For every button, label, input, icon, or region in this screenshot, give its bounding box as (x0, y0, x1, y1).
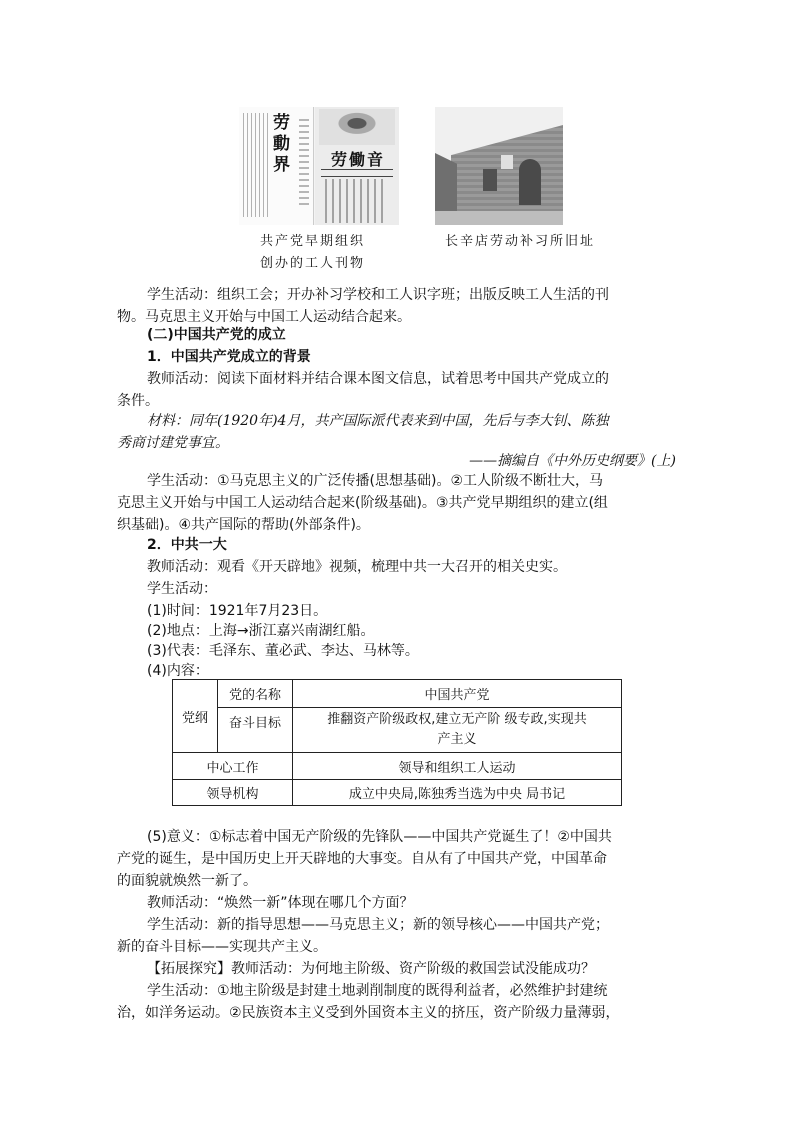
text-line: 【拓展探究】教师活动：为何地主阶级、资产阶级的救国尝试没能成功？ (147, 961, 595, 977)
newspaper-masthead-2: 劳働音 (330, 150, 385, 169)
text-line: 教师活动：观看《开天辟地》视频，梳理中共一大召开的相关史实。 (147, 559, 567, 575)
newspaper-laodongyin (315, 107, 399, 225)
party-program-table (172, 679, 622, 806)
text-line: 教师活动：“焕然一新”体现在哪几个方面？ (147, 895, 414, 911)
text-line: 学生活动： (147, 581, 217, 597)
table-cell-label: 奋斗目标 (218, 708, 293, 753)
workers-newspaper-image (239, 107, 399, 225)
table-row (173, 680, 622, 708)
subsection-heading: 1．中国共产党成立的背景 (147, 349, 311, 365)
table-group-label: 党纲 (173, 680, 218, 753)
text-line: 教师活动：阅读下面材料并结合课本图文信息，试着思考中国共产党成立的 (147, 371, 609, 387)
changxindian-building-image (435, 107, 563, 225)
newspaper-laodongjie (239, 107, 314, 225)
list-item: (4)内容： (147, 663, 209, 679)
caption-right: 长辛店劳动补习所旧址 (445, 234, 596, 249)
table-cell-value: 成立中央局,陈独秀当选为中央 局书记 (293, 780, 622, 806)
material-line: 材料：同年(1920年)4月，共产国际派代表来到中国，先后与李大钊、陈独 (147, 413, 609, 429)
text-line: (5)意义：①标志着中国无产阶级的先锋队——中国共产党诞生了！②中国共 (147, 829, 612, 845)
text-line: 学生活动：组织工会；开办补习学校和工人识字班；出版反映工人生活的刊 (147, 287, 609, 303)
text-line: 治，如洋务运动。②民族资本主义受到外国资本主义的挤压，资产阶级力量薄弱， (117, 1005, 620, 1021)
list-item: (3)代表：毛泽东、董必武、李达、马林等。 (147, 643, 419, 659)
material-line: 秀商讨建党事宜。 (117, 435, 229, 451)
table-cell-label: 中心工作 (173, 753, 293, 780)
text-line: 织基础)。④共产国际的帮助(外部条件)。 (117, 517, 370, 533)
text-line: 学生活动：①地主阶级是封建土地剥削制度的既得利益者，必然维护封建统 (147, 983, 608, 999)
text-line: 物。马克思主义开始与中国工人运动结合起来。 (117, 309, 411, 325)
material-source: ——摘编自《中外历史纲要》(上) (469, 453, 676, 469)
table-row (173, 780, 622, 806)
caption-left-line1: 共产党早期组织 (260, 234, 366, 249)
text-line: 的面貌就焕然一新了。 (117, 873, 257, 889)
list-item: (2)地点：上海→浙江嘉兴南湖红船。 (147, 623, 375, 639)
table-cell-value: 中国共产党 (293, 680, 622, 708)
table-row (173, 708, 622, 753)
text-line: 新的奋斗目标——实现共产主义。 (117, 939, 327, 955)
text-line: 学生活动：新的指导思想——马克思主义；新的领导核心——中国共产党； (147, 917, 609, 933)
caption-left-line2: 创办的工人刊物 (260, 256, 366, 271)
newspaper-masthead-1: 劳動界 (273, 113, 290, 175)
section-heading: (二)中国共产党的成立 (147, 327, 286, 343)
text-line: 产党的诞生，是中国历史上开天辟地的大事变。自从有了中国共产党，中国革命 (117, 851, 607, 867)
subsection-heading: 2．中共一大 (147, 537, 227, 553)
text-line: 克思主义开始与中国工人运动结合起来(阶级基础)。③共产党早期组织的建立(组 (117, 495, 608, 511)
table-cell-label: 党的名称 (218, 680, 293, 708)
list-item: (1)时间：1921年7月23日。 (147, 603, 328, 619)
table-cell-value: 推翻资产阶级政权,建立无产阶 级专政,实现共产主义 (293, 708, 622, 753)
text-line: 学生活动：①马克思主义的广泛传播(思想基础)。②工人阶级不断壮大，马 (147, 473, 604, 489)
table-cell-label: 领导机构 (173, 780, 293, 806)
table-row (173, 753, 622, 780)
table-cell-value: 领导和组织工人运动 (293, 753, 622, 780)
text-line: 条件。 (117, 393, 159, 409)
